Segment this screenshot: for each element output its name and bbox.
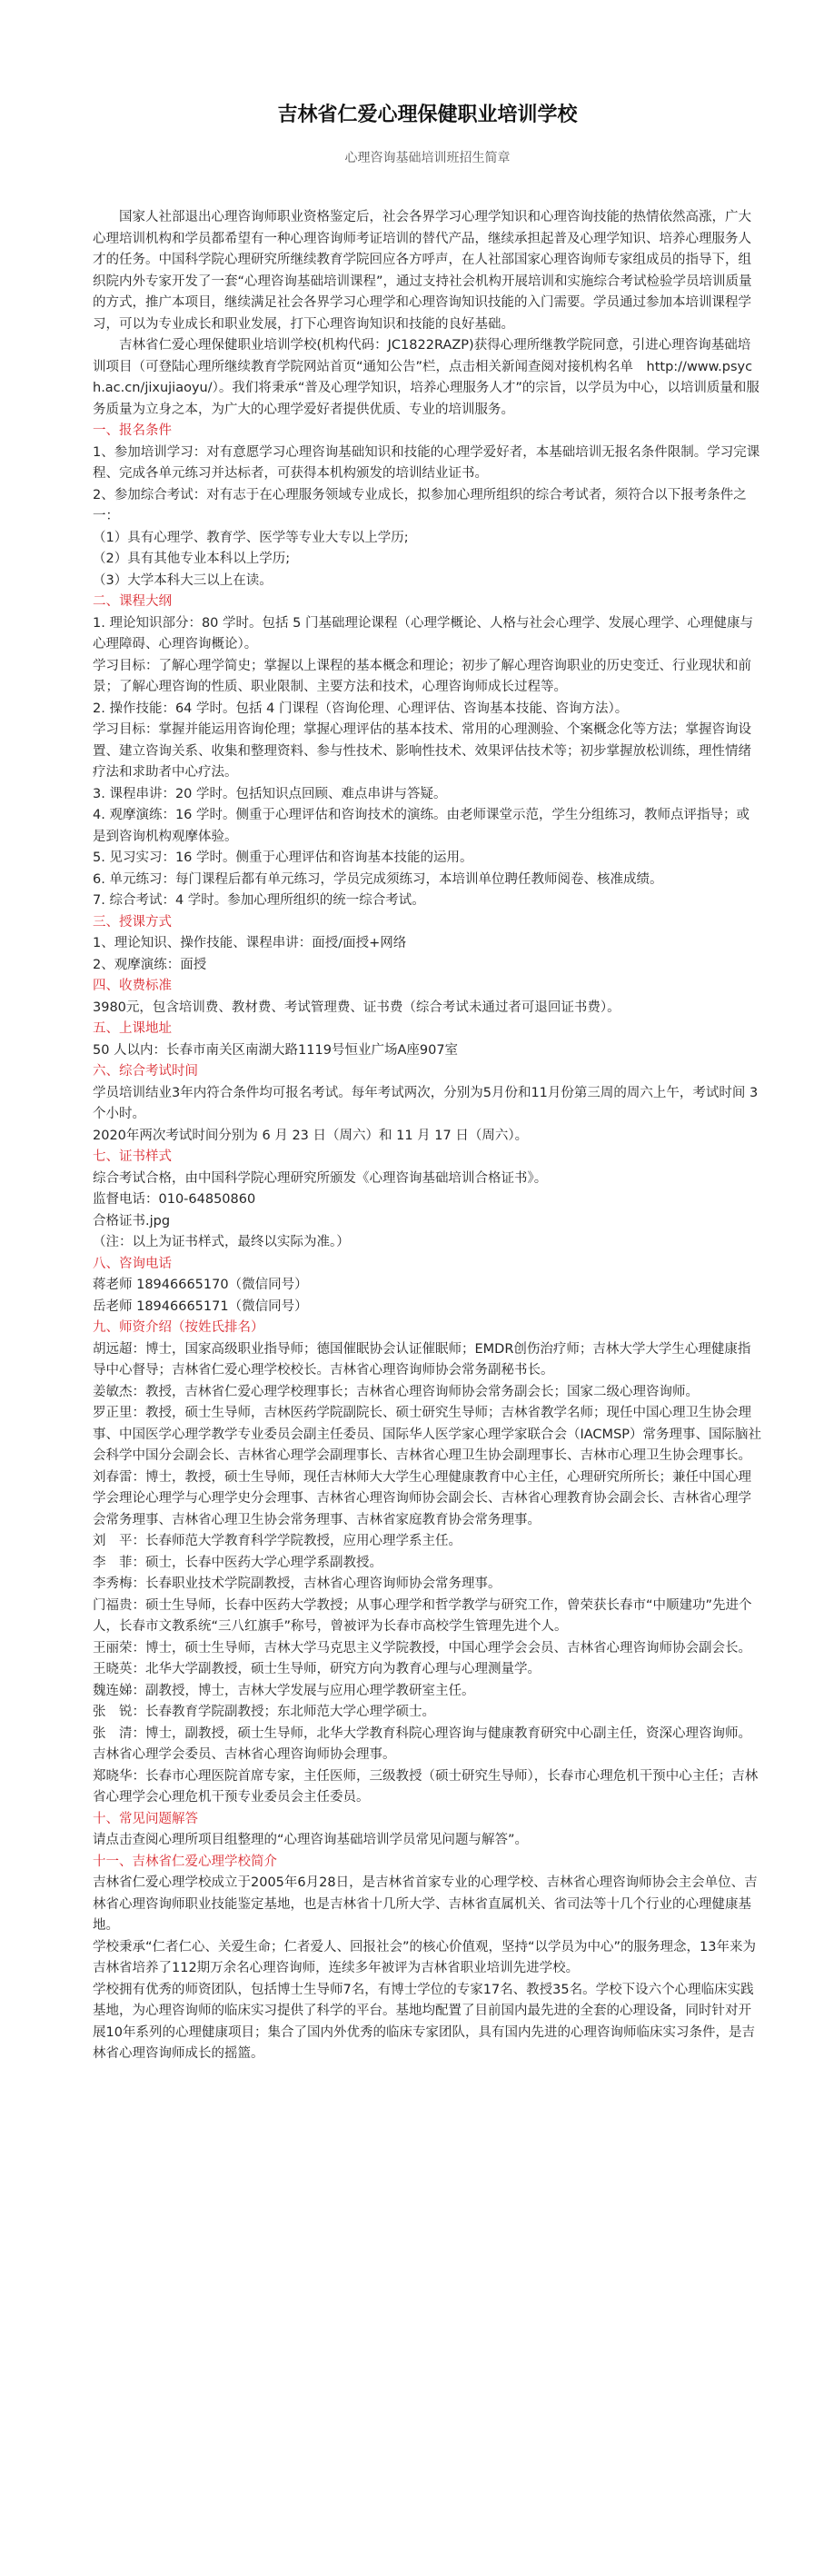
section-line: 合格证书.jpg xyxy=(93,1213,171,1228)
section xyxy=(93,976,762,1019)
sections-container xyxy=(93,421,762,2065)
section-heading: 八、咨询电话 xyxy=(93,1256,172,1271)
section-line: 学员培训结业3年内符合条件均可报名考试。每年考试两次，分别为5月份和11月份第三周的周六上午，考试时间 3 个小时。 xyxy=(93,1085,759,1121)
section-line: 张 锐：长春教育学院副教授；东北师范大学心理学硕士。 xyxy=(93,1705,435,1719)
section-heading: 十一、吉林省仁爱心理学校简介 xyxy=(93,1854,277,1869)
section xyxy=(93,1061,762,1147)
section-line: 魏连娣：副教授，博士，吉林大学发展与应用心理学教研室主任。 xyxy=(93,1683,475,1698)
section-line: 1、参加培训学习：对有意愿学习心理咨询基础知识和技能的心理学爱好者，本基础培训无报名条件限制。学习完课程、完成各单元练习并达标者，可获得本机构颁发的培训结业证书。 xyxy=(93,444,760,481)
section-line: 姜敏杰：教授，吉林省仁爱心理学校理事长；吉林省心理咨询师协会常务副会长；国家二级心理咨询师。 xyxy=(93,1384,699,1399)
section-heading: 四、收费标准 xyxy=(93,979,172,993)
section-heading: 十、常见问题解答 xyxy=(93,1811,198,1826)
section-line: 1. 理论知识部分：80 学时。包括 5 门基础理论课程（心理学概论、人格与社会心理学、发展心理学、心理健康与心理障碍、心理咨询概论）。 xyxy=(93,615,753,651)
section-line: 王丽荣：博士，硕士生导师，吉林大学马克思主义学院教授，中国心理学会会员、吉林省心理咨询师协会副会长。 xyxy=(93,1640,751,1656)
intro-paragraph: 吉林省仁爱心理保健职业培训学校(机构代码：JC1822RAZP)获得心理所继教学院同意，引进心理咨询基础培训项目（可登陆心理所继续教育学院网站首页“通知公告”栏，点击相关新闻查阅对接机构名单 http://www.psych.ac.cn/jixujiaoyu/）。我们将秉承“普及心理学知识，培养心理服务人才”的宗旨，以学员为中心，以培训质量和服务质量为立身之本，为广大的心理学爱好者提供优质、专业的培训服务。 xyxy=(93,338,759,417)
section-line: 蒋老师 18946665170（微信同号） xyxy=(93,1278,308,1292)
section-line: （2）具有其他专业本科以上学历; xyxy=(93,552,291,566)
section-line: （1）具有心理学、教育学、医学等专业大专以上学历; xyxy=(93,530,409,545)
section-line: 学习目标：了解心理学简史；掌握以上课程的基本概念和理论；初步了解心理咨询职业的历史变迁、行业现状和前景；了解心理咨询的性质、职业限制、主要方法和技术，心理咨询师成长过程等。 xyxy=(93,658,751,694)
section xyxy=(93,1318,762,1809)
section-heading: 七、证书样式 xyxy=(93,1149,172,1164)
section-line: 刘春雷：博士，教授，硕士生导师，现任吉林师大大学生心理健康教育中心主任，心理研究所所长；兼任中国心理学会理论心理学与心理学史分会理事、吉林省心理咨询师协会副会长、吉林省心理教育协会副会长、吉林省心理学会常务理事、吉林省心理卫生协会常务理事、吉林省家庭教育协会常务理事。 xyxy=(93,1469,751,1527)
section-line: 李秀梅：长春职业技术学院副教授，吉林省心理咨询师协会常务理事。 xyxy=(93,1576,501,1591)
section-line: 学习目标：掌握并能运用咨询伦理；掌握心理评估的基本技术、常用的心理测验、个案概念化等方法；掌握咨询设置、建立咨询关系、收集和整理资料、参与性技术、影响性技术、效果评估技术等；初步掌握放松训练，理性情绪疗法和求助者中心疗法。 xyxy=(93,722,751,780)
intro-paragraph: 国家人社部退出心理咨询师职业资格鉴定后，社会各界学习心理学知识和心理咨询技能的热情依然高涨，广大心理培训机构和学员都希望有一种心理咨询师考证培训的替代产品，继续承担起普及心理学知识、培养心理服务人才的任务。中国科学院心理研究所继续教育学院回应各方呼声，在人社部国家心理咨询师专家组成员的指导下，组织院内外专家开发了一套“心理咨询基础培训课程”，通过支持社会机构开展培训和实施综合考试检验学员培训质量的方式，推广本项目，继续满足社会各界学习心理学和心理咨询知识技能的入门需要。学员通过参加本培训课程学习，可以为专业成长和职业发展，打下心理咨询知识和技能的良好基础。 xyxy=(93,210,752,332)
section xyxy=(93,912,762,977)
section-line: 学校拥有优秀的师资团队，包括博士生导师7名，有博士学位的专家17名、教授35名。学校下设六个心理临床实践基地，为心理咨询师的临床实习提供了科学的平台。基地均配置了目前国内最先进的全套的心理设备，同时针对开展10年系列的心理健康项目；集合了国内外优秀的临床专家团队，具有国内先进的心理咨询师临床实习条件，是吉林省心理咨询师成长的摇篮。 xyxy=(93,1982,755,2061)
section-heading: 二、课程大纲 xyxy=(93,594,172,609)
document-subtitle: 心理咨询基础培训班招生简章 xyxy=(344,151,511,165)
section-line: 综合考试合格，由中国科学院心理研究所颁发《心理咨询基础培训合格证书》。 xyxy=(93,1170,548,1186)
section-line: 罗正里：教授，硕士生导师，吉林医药学院副院长、硕士研究生导师；吉林省教学名师；现任中国心理卫生协会理事、中国医学心理学教学专业委员会副主任委员、国际华人医学家心理学家联合会（IACMSP）常务理事、国际脑社会科学中国分会副会长、吉林省心理学会副理事长、吉林省心理卫生协会副理事长、吉林市心理卫生协会理事长。 xyxy=(93,1406,762,1463)
section-line: 2、参加综合考试：对有志于在心理服务领域专业成长，拟参加心理所组织的综合考试者，须符合以下报考条件之一： xyxy=(93,487,747,523)
section-line: 刘 平：长春师范大学教育科学学院教授，应用心理学系主任。 xyxy=(93,1534,462,1548)
section xyxy=(93,1254,762,1318)
section-heading: 五、上课地址 xyxy=(93,1021,172,1036)
section xyxy=(93,1852,762,2065)
section-line: （注：以上为证书样式，最终以实际为准。） xyxy=(93,1235,350,1249)
section-line: 胡远超：博士，国家高级职业指导师；德国催眠协会认证催眠师；EMDR创伤治疗师；吉林大学大学生心理健康指导中心督导；吉林省仁爱心理学校校长。吉林省心理咨询师协会常务副秘书长。 xyxy=(93,1341,751,1378)
section-heading: 六、综合考试时间 xyxy=(93,1064,198,1079)
section xyxy=(93,1019,762,1061)
section-line: 2020年两次考试时间分别为 6 月 23 日（周六）和 11 月 17 日（周六）。 xyxy=(93,1128,529,1143)
section-line: 请点击查阅心理所项目组整理的“心理咨询基础培训学员常见问题与解答”。 xyxy=(93,1833,529,1847)
section-line: 2. 操作技能：64 学时。包括 4 门课程（咨询伦理、心理评估、咨询基本技能、咨询方法）。 xyxy=(93,701,629,716)
intro-block xyxy=(93,207,762,421)
section-line: 监督电话：010-64850860 xyxy=(93,1192,256,1207)
section-line: 郑晓华：长春市心理医院首席专家，主任医师，三级教授（硕士研究生导师），长春市心理危机干预中心主任；吉林省心理学会心理危机干预专业委员会主任委员。 xyxy=(93,1768,759,1805)
section-line: 6. 单元练习：每门课程后都有单元练习，学员完成须练习，本培训单位聘任教师阅卷、核准成绩。 xyxy=(93,871,663,887)
section-line: （3）大学本科大三以上在读。 xyxy=(93,572,273,588)
section-line: 门福贵：硕士生导师，长春中医药大学教授；从事心理学和哲学教学与研究工作，曾荣获长春市“中顺建功”先进个人，长春市文教系统“三八红旗手”称号，曾被评为长春市高校学生管理先进个人。 xyxy=(93,1597,752,1634)
section-line: 张 清：博士，副教授，硕士生导师，北华大学教育科院心理咨询与健康教育研究中心副主任，资深心理咨询师。吉林省心理学会委员、吉林省心理咨询师协会理事。 xyxy=(93,1726,751,1762)
section-line: 王晓英：北华大学副教授，硕士生导师，研究方向为教育心理与心理测量学。 xyxy=(93,1662,541,1676)
section-line: 3980元，包含培训费、教材费、考试管理费、证书费（综合考试未通过者可退回证书费）。 xyxy=(93,1000,620,1015)
section xyxy=(93,1809,762,1852)
section-heading: 三、授课方式 xyxy=(93,914,172,930)
section-line: 50 人以内：长春市南关区南湖大路1119号恒业广场A座907室 xyxy=(93,1042,459,1058)
section-heading: 一、报名条件 xyxy=(93,423,172,438)
section-line: 2、观摩演练：面授 xyxy=(93,957,207,972)
section-line: 3. 课程串讲：20 学时。包括知识点回顾、难点串讲与答疑。 xyxy=(93,786,447,801)
section-line: 4. 观摩演练：16 学时。侧重于心理评估和咨询技术的演练。由老师课堂示范，学生分组练习，教师点评指导；或是到咨询机构观摩体验。 xyxy=(93,808,750,844)
section xyxy=(93,592,762,912)
section-line: 李 菲：硕士，长春中医药大学心理学系副教授。 xyxy=(93,1555,382,1570)
section-line: 7. 综合考试：4 学时。参加心理所组织的统一综合考试。 xyxy=(93,893,425,908)
section xyxy=(93,421,762,592)
section-heading: 九、师资介绍（按姓氏排名） xyxy=(93,1320,264,1335)
section-line: 1、理论知识、操作技能、课程串讲：面授/面授+网络 xyxy=(93,936,407,950)
section-line: 5. 见习实习：16 学时。侧重于心理评估和咨询基本技能的运用。 xyxy=(93,850,473,865)
section-line: 吉林省仁爱心理学校成立于2005年6月28日，是吉林省首家专业的心理学校、吉林省心理咨询师协会主会单位、吉林省心理咨询师职业技能鉴定基地，也是吉林省十几所大学、吉林省直属机关、省司法等十几个行业的心理健康基地。 xyxy=(93,1875,758,1933)
document-title: 吉林省仁爱心理保健职业培训学校 xyxy=(277,104,578,126)
section-line: 学校秉承“仁者仁心、关爱生命；仁者爱人、回报社会”的核心价值观，坚持“以学员为中心”的服务理念，13年来为吉林省培养了112期万余名心理咨询师，连续多年被评为吉林省职业培训先进学校。 xyxy=(93,1939,756,1975)
section xyxy=(93,1147,762,1254)
section-line: 岳老师 18946665171（微信同号） xyxy=(93,1298,308,1314)
